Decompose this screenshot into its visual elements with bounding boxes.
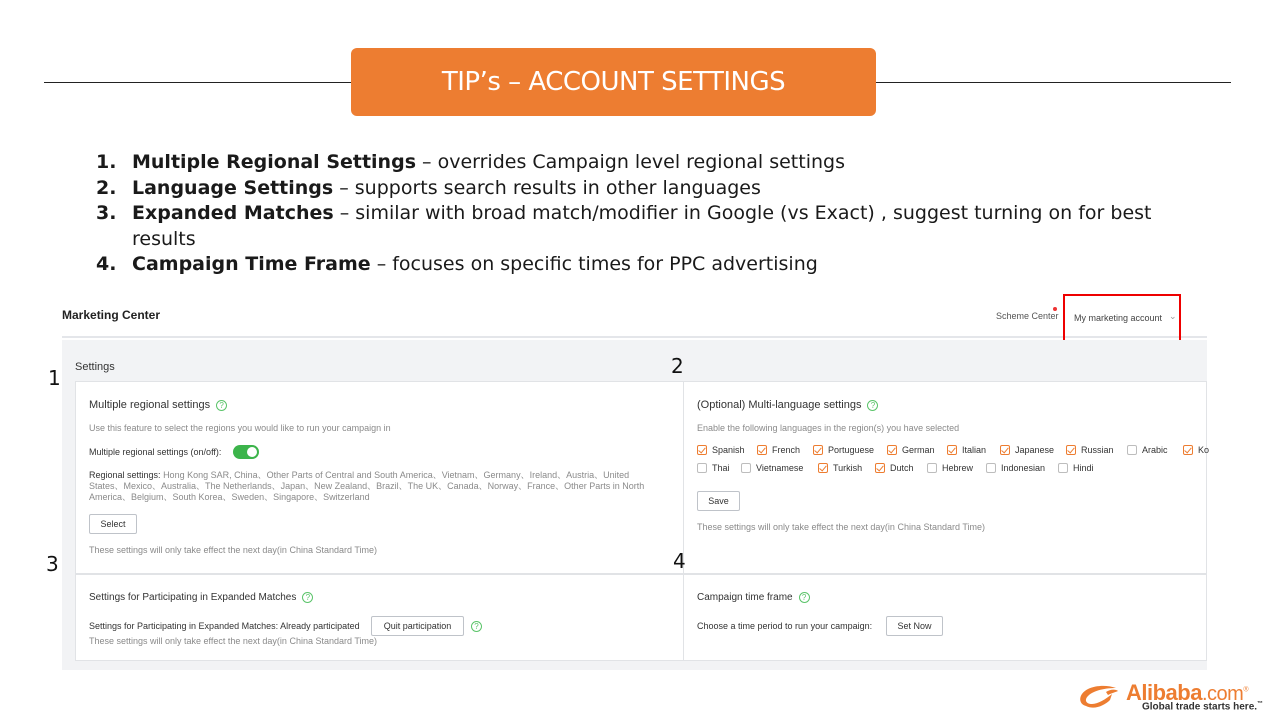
- tip-number: 4.: [96, 253, 117, 275]
- regional-title-text: Multiple regional settings: [89, 399, 211, 411]
- alibaba-tagline: [1142, 701, 1263, 712]
- marker-2: 2: [671, 354, 684, 378]
- expanded-status-label: Settings for Participating in Expanded Matches: Already participated: [89, 621, 360, 631]
- language-label: Japanese: [1015, 445, 1055, 455]
- regional-settings-title: [89, 399, 227, 411]
- settings-label: Settings: [75, 361, 115, 373]
- logo-tagline-text: Global trade starts here.: [1142, 701, 1258, 713]
- language-label: Hebrew: [942, 463, 974, 473]
- help-icon[interactable]: ?: [302, 592, 313, 603]
- tip-text: – focuses on specific times for PPC advertising: [370, 253, 818, 275]
- slide-title: [351, 48, 876, 116]
- language-option-french[interactable]: [757, 445, 800, 455]
- checkbox-icon[interactable]: [697, 463, 707, 473]
- language-label: Turkish: [833, 463, 863, 473]
- timeframe-title-text: Campaign time frame: [697, 592, 793, 603]
- language-option-hebrew[interactable]: [927, 463, 973, 473]
- language-description: Enable the following languages in the region(s) you have selected: [697, 423, 960, 433]
- header-rule-left: [44, 82, 352, 83]
- language-option-hindi[interactable]: [1058, 463, 1094, 473]
- regional-note: These settings will only take effect the next day(in China Standard Time): [89, 545, 377, 555]
- scheme-center-link[interactable]: Scheme Center: [996, 311, 1059, 321]
- language-option-arabic[interactable]: [1127, 445, 1168, 455]
- regions-label: Regional settings:: [89, 470, 161, 480]
- marker-1: 1: [48, 366, 61, 390]
- language-label: Arabic: [1142, 445, 1168, 455]
- checkbox-icon[interactable]: [813, 445, 823, 455]
- notification-dot: [1053, 307, 1057, 311]
- language-option-vietnamese[interactable]: [741, 463, 803, 473]
- language-label: Russian: [1081, 445, 1114, 455]
- checkbox-icon[interactable]: [1000, 445, 1010, 455]
- checkbox-icon[interactable]: [986, 463, 996, 473]
- tip-item: [96, 176, 1156, 202]
- expanded-note: These settings will only take effect the next day(in China Standard Time): [89, 636, 377, 646]
- checkbox-icon[interactable]: [818, 463, 828, 473]
- help-icon[interactable]: ?: [867, 400, 878, 411]
- language-option-spanish[interactable]: [697, 445, 745, 455]
- quit-participation-button[interactable]: Quit participation: [371, 616, 464, 636]
- logo-tm-mark: ™: [1257, 701, 1264, 707]
- language-label: Spanish: [712, 445, 745, 455]
- tips-list: [96, 150, 1156, 278]
- language-option-indonesian[interactable]: [986, 463, 1045, 473]
- checkbox-icon[interactable]: [1058, 463, 1068, 473]
- checkbox-icon[interactable]: [887, 445, 897, 455]
- regional-description: Use this feature to select the regions you would like to run your campaign in: [89, 423, 391, 433]
- checkbox-icon[interactable]: [757, 445, 767, 455]
- save-button[interactable]: Save: [697, 491, 740, 511]
- tip-heading: Expanded Matches: [132, 202, 334, 224]
- set-now-button[interactable]: Set Now: [886, 616, 943, 636]
- slide-title-text: TIP’s – ACCOUNT SETTINGS: [441, 67, 786, 97]
- checkbox-icon[interactable]: [741, 463, 751, 473]
- logo-word-text: Alibaba: [1126, 680, 1202, 705]
- language-settings-card: [683, 381, 1210, 574]
- logo-reg-mark: ®: [1243, 686, 1248, 694]
- language-label: German: [902, 445, 935, 455]
- tip-text: – overrides Campaign level regional settings: [416, 151, 845, 173]
- checkbox-icon[interactable]: [1066, 445, 1076, 455]
- help-icon[interactable]: ?: [799, 592, 810, 603]
- tip-item: [96, 150, 1156, 176]
- help-icon[interactable]: ?: [216, 400, 227, 411]
- my-marketing-account-menu[interactable]: [1063, 294, 1181, 342]
- checkbox-icon[interactable]: [697, 445, 707, 455]
- language-option-turkish[interactable]: [818, 463, 862, 473]
- tip-number: 2.: [96, 176, 117, 199]
- language-label: Vietnamese: [756, 463, 804, 473]
- header-rule-right: [875, 82, 1231, 83]
- tip-number: 3.: [96, 202, 117, 224]
- checkbox-icon[interactable]: [1183, 445, 1193, 455]
- language-option-thai[interactable]: [697, 463, 730, 473]
- alibaba-logo-icon: [1076, 680, 1124, 714]
- tip-item: [96, 252, 1156, 278]
- language-option-russian[interactable]: [1066, 445, 1114, 455]
- timeframe-prompt: Choose a time period to run your campaign:: [697, 621, 873, 631]
- language-label: French: [772, 445, 801, 455]
- checkbox-icon[interactable]: [927, 463, 937, 473]
- logo-suffix: .com: [1201, 683, 1244, 705]
- settings-area: [62, 340, 1210, 670]
- tip-item: [96, 201, 1156, 252]
- checkbox-icon[interactable]: [947, 445, 957, 455]
- tip-text: – similar with broad match/modifier in Google (vs Exact) , suggest turning on for best results: [132, 202, 1152, 250]
- language-label: Dutch: [890, 463, 914, 473]
- marketing-center-title: Marketing Center: [62, 308, 161, 322]
- language-option-japanese[interactable]: [1000, 445, 1054, 455]
- language-option-dutch[interactable]: [875, 463, 914, 473]
- tip-number: 1.: [96, 151, 117, 173]
- language-title-text: (Optional) Multi-language settings: [697, 399, 862, 411]
- language-option-italian[interactable]: [947, 445, 986, 455]
- marketing-center-header: [62, 296, 1207, 338]
- language-label: Indonesian: [1001, 463, 1046, 473]
- select-button[interactable]: Select: [89, 514, 137, 534]
- checkbox-icon[interactable]: [875, 463, 885, 473]
- regional-settings-card: [75, 381, 684, 574]
- regional-settings-list: [89, 470, 654, 503]
- help-icon[interactable]: ?: [471, 621, 482, 632]
- tip-heading: Campaign Time Frame: [132, 253, 371, 275]
- language-option-korean[interactable]: [1183, 445, 1209, 455]
- alibaba-logo: [1076, 680, 1272, 716]
- language-option-portuguese[interactable]: [813, 445, 874, 455]
- marker-4: 4: [673, 549, 686, 573]
- regions-value: Hong Kong SAR, China、Other Parts of Central and South America、Vietnam、Germany、Ireland、Austria、United States、Mexico、Australia、The Netherlands、Japan、New Zealand、Brazil、The UK、Canada、Norway、France、Other Parts in North America、Belgium、South Korea、Sweden、Singapore、Switzerland: [89, 470, 645, 502]
- language-settings-title: [697, 399, 878, 411]
- language-label: Hindi: [1073, 463, 1094, 473]
- campaign-time-frame-title: [697, 592, 810, 603]
- expanded-matches-card: [75, 574, 684, 661]
- language-label: Italian: [962, 445, 987, 455]
- checkbox-icon[interactable]: [1127, 445, 1137, 455]
- tip-heading: Multiple Regional Settings: [132, 151, 416, 173]
- chevron-down-icon: ⌄: [1169, 311, 1177, 321]
- campaign-time-frame-card: [683, 574, 1207, 661]
- marker-3: 3: [46, 552, 59, 576]
- language-note: These settings will only take effect the next day(in China Standard Time): [697, 522, 985, 532]
- expanded-matches-title: [89, 592, 313, 603]
- language-label: Portuguese: [828, 445, 875, 455]
- tip-text: – supports search results in other languages: [333, 176, 761, 199]
- regional-toggle-switch[interactable]: [233, 445, 259, 459]
- language-label: Ko: [1198, 445, 1210, 455]
- account-menu-label: My marketing account: [1074, 313, 1163, 323]
- tip-heading: Language Settings: [132, 176, 334, 199]
- regional-toggle-label: Multiple regional settings (on/off):: [89, 447, 222, 457]
- language-option-german[interactable]: [887, 445, 935, 455]
- expanded-title-text: Settings for Participating in Expanded Matches: [89, 592, 297, 603]
- language-label: Thai: [712, 463, 730, 473]
